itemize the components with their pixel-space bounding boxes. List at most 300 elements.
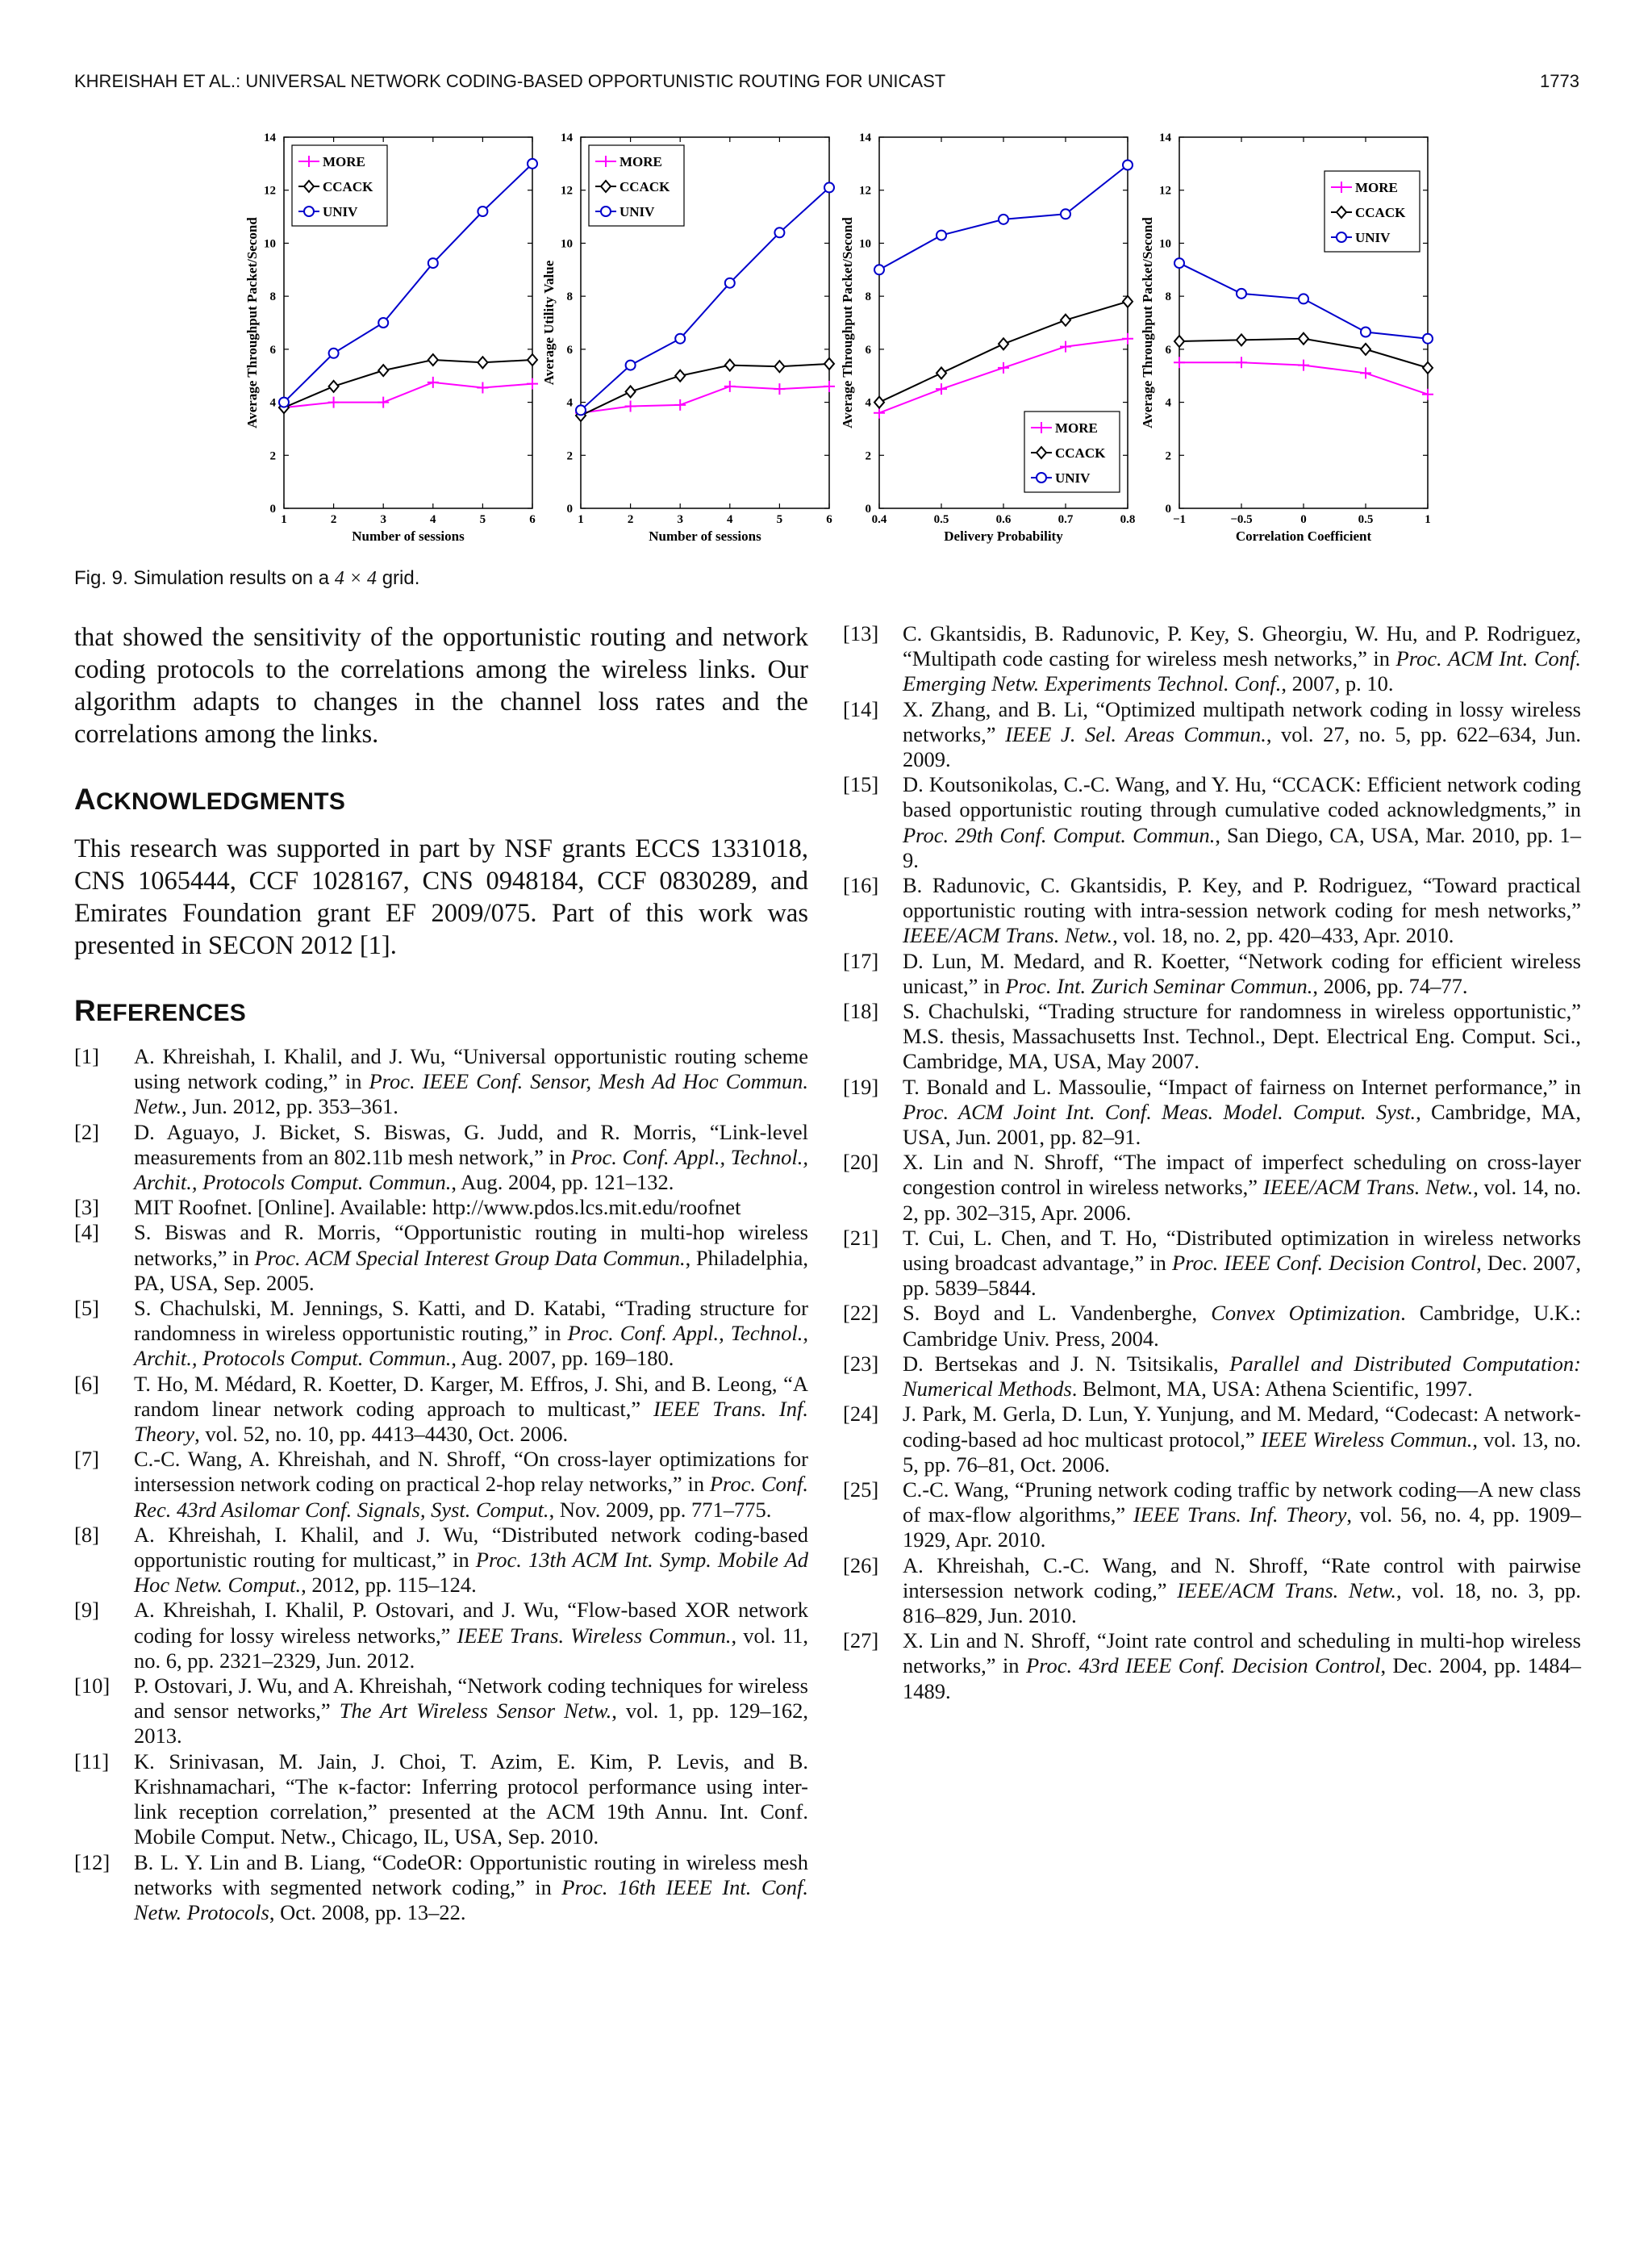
data-point [1361,344,1370,355]
series-ccack [576,358,834,421]
series-line [879,302,1128,403]
page-number: 1773 [1540,71,1579,91]
series-more [278,377,538,413]
reference-text: B. L. Y. Lin and B. Liang, “CodeOR: Opportunistic routing in wireless mesh networks with segmented network coding,” in [134,1849,808,1899]
body-paragraph: that showed the sensitivity of the opportunistic routing and network coding protocols to the correlations among the wireless links. Our algorithm adapts to changes in the channel loss rates and the correlations among the links. [74,623,808,749]
data-point [428,354,438,366]
reference-number: [11] [74,1748,110,1773]
x-tick-label: 5 [479,513,486,526]
reference-venue: IEEE Trans. Inf. Theory [1133,1502,1347,1527]
y-tick-label: 12 [859,184,871,198]
reference-item [74,1220,808,1296]
chart-delivery-probability [829,121,1136,557]
y-tick-label: 10 [264,237,276,251]
legend-label: UNIV [323,204,358,219]
data-point [626,361,636,370]
reference-venue: IEEE J. Sel. Areas Commun. [1005,721,1266,746]
chart-correlation-coefficient [1129,121,1436,557]
legend-label: MORE [1055,420,1098,436]
chart-svg-0 [234,121,540,557]
reference-item [843,1477,1581,1553]
data-point [576,405,586,415]
reference-text: MIT Roofnet. [Online]. Available: http://www.pdos.lcs.mit.edu/roofnet [134,1195,741,1220]
reference-item [74,1447,808,1523]
data-point [1174,357,1185,368]
references-list-right [843,621,1581,1704]
y-tick-label: 14 [561,132,573,144]
y-tick-label: 12 [1159,184,1171,198]
x-tick-label: 0 [1300,513,1307,526]
reference-details: , Oct. 2008, pp. 13–22. [269,1899,466,1924]
data-point [999,215,1008,224]
data-point [1037,473,1046,483]
data-point [328,397,340,408]
reference-venue: IEEE/ACM Trans. Netw. [1262,1175,1474,1200]
reference-venue: The Art Wireless Sensor Netw. [339,1698,612,1723]
legend [589,145,684,226]
reference-text: A. Khreishah, I. Khalil, P. Ostovari, and J. Wu, “Flow-based XOR network coding for lossy wireless networks,” [134,1598,808,1648]
x-tick-label: 0.5 [1358,513,1374,526]
data-point [1236,357,1247,368]
x-tick-label: 6 [529,513,536,526]
caption-math: 4 × 4 [334,568,378,589]
reference-venue: IEEE Wireless Commun. [1260,1427,1473,1452]
reference-venue: IEEE/ACM Trans. Netw. [903,923,1113,948]
y-tick-label: 14 [264,132,276,144]
reference-item [843,1628,1581,1704]
reference-details: , 2007, p. 10. [1281,671,1394,696]
y-tick-label: 6 [269,343,276,357]
data-point [478,357,487,368]
reference-item [843,999,1581,1075]
reference-details: , vol. 27, no. 5, pp. 622–634, Jun. 2009. [903,721,1581,772]
y-tick-label: 8 [269,290,276,304]
data-point [478,207,487,216]
reference-details: , vol. 13, no. 5, pp. 76–81, Oct. 2006. [903,1427,1581,1477]
y-tick-label: 10 [561,237,573,251]
data-point [1337,232,1346,242]
reference-item [843,1553,1581,1629]
reference-text: D. Lun, M. Medard, and R. Koetter, “Network coding for efficient wireless unicast,” in [903,948,1581,998]
reference-details: , vol. 14, no. 2, pp. 302–315, Apr. 2006. [903,1175,1581,1225]
data-point [1299,333,1308,345]
reference-text: A. Khreishah, I. Khalil, and J. Wu, “Universal opportunistic routing scheme using network coding,” in [134,1044,808,1094]
reference-number: [20] [843,1150,879,1175]
reference-venue: Proc. ACM Int. Conf. Emerging Netw. Experiments Technol. Conf. [903,646,1581,696]
reference-number: [1] [74,1044,99,1068]
reference-item [843,1402,1581,1477]
reference-number: [10] [74,1673,111,1698]
reference-number: [15] [843,772,879,797]
x-tick-label: 0.6 [995,513,1012,526]
caption-prefix: Fig. 9. Simulation results on a [74,567,330,589]
series-line [284,360,532,407]
data-point [428,258,438,268]
reference-venue: Proc. ACM Special Interest Group Data Commun. [254,1245,686,1270]
data-point [874,265,884,274]
references-list-left [74,1044,808,1925]
y-tick-label: 6 [865,343,871,357]
x-tick-label: 3 [380,513,386,526]
x-tick-label: 0.5 [933,513,949,526]
data-point [1422,389,1433,400]
reference-venue: Convex Optimization [1211,1301,1401,1326]
reference-venue: Parallel and Distributed Computation: Numerical Methods [903,1351,1581,1402]
caption-suffix: grid. [382,567,420,589]
data-point [937,367,946,378]
reference-text: B. Radunovic, C. Gkantsidis, P. Key, and P. Rodriguez, “Toward practical opportunistic routing with intra-session network coding for mesh networks,” [903,873,1581,923]
reference-number: [2] [74,1119,99,1144]
reference-venue: Proc. Conf. Appl., Technol., Archit., Protocols Comput. Commun. [134,1321,808,1371]
reference-number: [4] [74,1220,99,1245]
chart-sessions-throughput [234,121,540,557]
data-point [1298,360,1309,371]
reference-venue: Proc. ACM Joint Int. Conf. Meas. Model. Comput. Syst. [903,1099,1416,1124]
data-point [1174,336,1184,347]
y-axis-label: Average Throughput Packet/Second [244,217,260,428]
reference-item [74,1598,808,1673]
x-tick-label: 4 [430,513,436,526]
reference-venue: Proc. Conf. Appl., Technol., Archit., Protocols Comput. Commun. [134,1144,808,1195]
reference-details: , 2006, pp. 74–77. [1312,973,1468,998]
reference-text: S. Chachulski, M. Jennings, S. Katti, and D. Katabi, “Trading structure for randomness in wireless opportunistic routing,” in [134,1296,808,1346]
reference-number: [24] [843,1402,879,1427]
data-point [477,382,488,394]
data-point [937,231,946,240]
data-point [329,381,339,392]
y-tick-label: 14 [1159,132,1171,144]
right-column [843,621,1581,1704]
y-axis-label: Average Throughput Packet/Second [840,217,855,428]
chart-svg-3 [1129,121,1436,557]
y-tick-label: 6 [1165,343,1171,357]
running-title: KHREISHAH ET AL.: UNIVERSAL NETWORK CODING-BASED OPPORTUNISTIC ROUTING FOR UNICAST [74,71,946,91]
reference-text: A. Khreishah, C.-C. Wang, and N. Shroff, “Rate control with pairwise intersession network coding,” [903,1552,1581,1602]
data-point [874,397,884,408]
reference-text: X. Zhang, and B. Li, “Optimized multipath network coding in lossy wireless networks,” [903,696,1581,746]
data-point [725,278,735,288]
reference-number: [3] [74,1195,99,1220]
x-tick-label: −0.5 [1230,513,1253,526]
reference-details: , Dec. 2007, pp. 5839–5844. [903,1251,1581,1301]
reference-number: [19] [843,1074,879,1099]
y-tick-label: 14 [859,132,871,144]
data-point [725,360,735,371]
reference-number: [14] [843,696,879,721]
data-point [378,397,389,408]
y-tick-label: 2 [1165,449,1171,463]
data-point [724,381,736,392]
data-point [378,318,388,328]
reference-text: D. Aguayo, J. Bicket, S. Biswas, G. Judd, and R. Morris, “Link-level measurements from an 802.11b mesh network,” in [134,1119,808,1169]
reference-details: , Aug. 2007, pp. 169–180. [451,1346,674,1371]
reference-text: S. Biswas and R. Morris, “Opportunistic routing in multi-hop wireless networks,” in [134,1220,808,1270]
x-tick-label: 0.4 [871,513,887,526]
x-tick-label: 4 [727,513,733,526]
reference-item [843,1150,1581,1226]
reference-text: C.-C. Wang, “Pruning network coding traffic by network coding—A new class of max-flow algorithms,” [903,1477,1581,1527]
reference-item [843,1226,1581,1301]
data-point [304,207,314,216]
reference-details: , Philadelphia, PA, USA, Sep. 2005. [134,1245,808,1295]
y-tick-label: 4 [1165,396,1171,410]
y-tick-label: 0 [865,503,871,516]
data-point [1237,289,1246,299]
reference-item [74,1749,808,1850]
reference-details: . Belmont, MA, USA: Athena Scientific, 1997. [1071,1377,1473,1402]
reference-details: , Dec. 2004, pp. 1484–1489. [903,1653,1581,1703]
data-point [601,207,611,216]
legend-label: CCACK [1355,205,1406,220]
references-heading-rest: EFERENCES [96,1000,247,1026]
reference-venue: IEEE/ACM Trans. Netw. [1177,1577,1396,1602]
data-point [774,361,784,372]
reference-details: , San Diego, CA, USA, Mar. 2010, pp. 1–9. [903,822,1581,872]
reference-number: [16] [843,873,879,898]
data-point [1174,258,1184,268]
y-tick-label: 8 [865,290,871,304]
reference-item [74,1372,808,1448]
reference-item [843,772,1581,873]
legend-label: CCACK [1055,445,1106,461]
reference-venue: Proc. 16th IEEE Int. Conf. Netw. Protocols [134,1874,808,1924]
reference-item [843,697,1581,773]
x-tick-label: 6 [826,513,832,526]
data-point [1061,209,1070,219]
y-tick-label: 10 [1159,237,1171,251]
reference-venue: Proc. IEEE Conf. Decision Control [1172,1251,1477,1276]
figure-caption [74,567,419,590]
data-point [329,349,339,358]
x-tick-label: 0.8 [1120,513,1136,526]
reference-text: D. Bertsekas and J. N. Tsitsikalis, [903,1351,1230,1376]
x-tick-label: 0.7 [1058,513,1074,526]
reference-text: P. Ostovari, J. Wu, and A. Khreishah, “Network coding techniques for wireless and sensor networks,” [134,1673,808,1723]
chart-svg-2 [829,121,1136,557]
reference-item [843,873,1581,949]
running-header [74,71,1579,98]
data-point [675,334,685,344]
reference-number: [7] [74,1447,99,1472]
x-axis-label: Number of sessions [649,528,761,544]
y-axis-label: Average Throughput Packet/Second [1140,217,1155,428]
reference-text: D. Koutsonikolas, C.-C. Wang, and Y. Hu, “CCACK: Efficient network coding based opportunistic routing through cumulative coded acknowledgments,” in [903,772,1581,822]
series-univ [1174,258,1433,344]
reference-details: , Nov. 2009, pp. 771–775. [549,1497,772,1522]
legend-label: CCACK [620,179,670,194]
data-point [428,377,439,388]
y-tick-label: 2 [269,449,276,463]
y-tick-label: 8 [1165,290,1171,304]
reference-details: , vol. 52, no. 10, pp. 4413–4430, Oct. 2006. [194,1422,569,1447]
y-tick-label: 4 [865,396,871,410]
data-point [626,386,636,397]
data-point [774,383,785,395]
data-point [1237,334,1246,345]
reference-text: J. Park, M. Gerla, D. Lun, Y. Yunjung, and M. Medard, “Codecast: A network-coding-based ad hoc multicast protocol,” [903,1402,1581,1452]
references-heading-initial: R [74,994,97,1027]
y-tick-label: 2 [865,449,871,463]
acknowledgments-text: This research was supported in part by NSF grants ECCS 1331018, CNS 1065444, CCF 1028167, CNS 0948184, CCF 0830289, and Emirates Foundation grant EF 2009/075. Part of this work was presented in SECON 2012 [1]. [74,834,808,960]
x-tick-label: −1 [1172,513,1187,526]
legend-label: MORE [323,154,365,169]
legend [292,145,387,226]
data-point [774,228,784,237]
x-tick-label: 2 [627,513,634,526]
reference-details: , vol. 11, no. 6, pp. 2321–2329, Jun. 2012. [134,1623,808,1673]
left-column [74,621,808,1925]
reference-item [74,1523,808,1598]
reference-text: X. Lin and N. Shroff, “Joint rate control and scheduling in multi-hop wireless networks,” in [903,1628,1581,1678]
reference-text: T. Ho, M. Médard, R. Koetter, D. Karger, M. Effros, J. Shi, and B. Leong, “A random linear network coding approach to multicast,” [134,1371,808,1421]
y-axis-label: Average Utility Value [541,260,557,386]
y-tick-label: 2 [566,449,573,463]
data-point [378,365,388,376]
x-tick-label: 1 [1425,513,1431,526]
reference-text: S. Boyd and L. Vandenberghe, [903,1301,1212,1326]
reference-venue: IEEE Trans. Wireless Commun. [457,1623,732,1648]
data-point [675,370,685,382]
reference-text: T. Bonald and L. Massoulie, “Impact of fairness on Internet performance,” in [903,1074,1581,1099]
reference-details: , 2012, pp. 115–124. [301,1573,477,1598]
reference-number: [13] [843,621,879,645]
x-axis-label: Delivery Probability [944,528,1063,544]
data-point [1423,362,1433,374]
legend [1325,171,1420,252]
data-point [674,399,686,411]
reference-details: , Aug. 2004, pp. 121–132. [451,1170,674,1195]
series-more [1174,357,1433,399]
data-point [936,383,947,395]
data-point [998,362,1009,374]
reference-text: S. Chachulski, “Trading structure for randomness in wireless opportunistic,” M.S. thesis, Massachusetts Inst. Technol., Dept. Electrical Eng. Comput. Sci., Cambridge, MA, USA, May 2007. [903,999,1581,1074]
reference-details: . Cambridge, U.K.: Cambridge Univ. Press, 2004. [903,1301,1581,1351]
reference-number: [26] [843,1552,879,1577]
y-tick-label: 4 [566,396,573,410]
data-point [1360,367,1371,378]
reference-number: [9] [74,1598,99,1623]
reference-number: [23] [843,1351,879,1376]
reference-text: A. Khreishah, I. Khalil, and J. Wu, “Distributed network coding-based opportunistic routing for multicast,” in [134,1522,808,1573]
data-point [1361,328,1370,337]
acknowledgments-heading [74,783,808,817]
legend [1024,412,1120,492]
legend-label: MORE [620,154,662,169]
y-tick-label: 0 [566,503,573,516]
reference-text: T. Cui, L. Chen, and T. Ho, “Distributed optimization in wireless networks using broadcast advantage,” in [903,1225,1581,1276]
chart-svg-1 [531,121,837,557]
reference-number: [21] [843,1225,879,1250]
legend-label: MORE [1355,180,1398,195]
reference-item [74,1195,808,1220]
reference-venue: Proc. Conf. Rec. 43rd Asilomar Conf. Signals, Syst. Comput. [134,1472,808,1522]
reference-number: [25] [843,1477,879,1502]
legend-label: UNIV [620,204,655,219]
reference-text: X. Lin and N. Shroff, “The impact of imperfect scheduling on cross-layer congestion control in wireless networks,” [903,1150,1581,1200]
x-axis-label: Correlation Coefficient [1235,528,1372,544]
x-tick-label: 1 [281,513,287,526]
reference-venue: Proc. 13th ACM Int. Symp. Mobile Ad Hoc Netw. Comput. [134,1548,808,1598]
y-tick-label: 6 [566,343,573,357]
reference-details: , vol. 18, no. 2, pp. 420–433, Apr. 2010. [1112,923,1454,948]
reference-item [74,1044,808,1120]
reference-venue: Proc. 29th Conf. Comput. Commun. [903,822,1216,847]
reference-details: , Cambridge, MA, USA, Jun. 2001, pp. 82–91. [903,1099,1581,1150]
reference-venue: IEEE Trans. Inf. Theory [134,1396,808,1447]
reference-number: [5] [74,1296,99,1321]
y-tick-label: 8 [566,290,573,304]
x-axis-label: Number of sessions [352,528,465,544]
reference-details: , Jun. 2012, pp. 353–361. [181,1094,398,1119]
reference-item [843,949,1581,999]
reference-number: [18] [843,999,879,1024]
reference-details: , vol. 56, no. 4, pp. 1909–1929, Apr. 2010. [903,1502,1581,1552]
data-point [279,398,289,407]
reference-number: [8] [74,1522,99,1547]
reference-details: , vol. 18, no. 3, pp. 816–829, Jun. 2010. [903,1577,1581,1627]
data-point [625,401,636,412]
reference-number: [17] [843,948,879,973]
acknowledgments-heading-rest: CKNOWLEDGMENTS [96,788,346,815]
reference-number: [27] [843,1628,879,1653]
reference-item [74,1296,808,1372]
data-point [1299,294,1308,303]
x-tick-label: 2 [330,513,337,526]
reference-details: , vol. 1, pp. 129–162, 2013. [134,1698,808,1748]
reference-item [74,1120,808,1196]
reference-item [843,621,1581,697]
legend-label: CCACK [323,179,373,194]
y-tick-label: 12 [264,184,276,198]
y-tick-label: 12 [561,184,573,198]
reference-item [74,1850,808,1926]
reference-text: C.-C. Wang, A. Khreishah, and N. Shroff, “On cross-layer optimizations for intersession network coding on practical 2-hop relay networks,” in [134,1447,808,1497]
series-univ [874,161,1133,275]
reference-number: [6] [74,1371,99,1396]
reference-venue: Proc. IEEE Conf. Sensor, Mesh Ad Hoc Commun. Netw. [134,1069,808,1119]
reference-item [74,1673,808,1749]
acknowledgments-heading-initial: A [74,783,97,816]
references-heading [74,994,808,1028]
figure-9 [234,121,1589,557]
legend-label: UNIV [1355,230,1391,245]
series-line [581,386,829,413]
chart-sessions-utility [531,121,837,557]
legend-label: UNIV [1055,470,1091,486]
reference-venue: Proc. 43rd IEEE Conf. Decision Control [1025,1653,1381,1678]
reference-item [843,1075,1581,1151]
reference-number: [22] [843,1301,879,1326]
x-tick-label: 5 [776,513,783,526]
series-line [284,382,532,407]
reference-number: [12] [74,1849,111,1874]
series-ccack [874,296,1133,408]
y-tick-label: 0 [1165,503,1171,516]
data-point [1061,315,1070,326]
data-point [999,338,1008,349]
y-tick-label: 0 [269,503,276,516]
reference-text: K. Srinivasan, M. Jain, J. Choi, T. Azim, E. Kim, P. Levis, and B. Krishnamachari, “The κ-factor: Inferring protocol performance using inter-link reception correlation,” presented at the ACM 19th Annu. Int. Conf. Mobile Comput. Netw., Chicago, IL, USA, Sep. 2010. [134,1748,808,1849]
data-point [1060,341,1071,353]
x-tick-label: 3 [677,513,683,526]
x-tick-label: 1 [578,513,584,526]
y-tick-label: 4 [269,396,276,410]
reference-item [843,1301,1581,1351]
y-tick-label: 10 [859,237,871,251]
reference-venue: Proc. Int. Zurich Seminar Commun. [1005,973,1313,998]
data-point [1423,334,1433,344]
reference-text: C. Gkantsidis, B. Radunovic, P. Key, S. Gheorgiu, W. Hu, and P. Rodriguez, “Multipath code casting for wireless mesh networks,” in [903,621,1581,671]
